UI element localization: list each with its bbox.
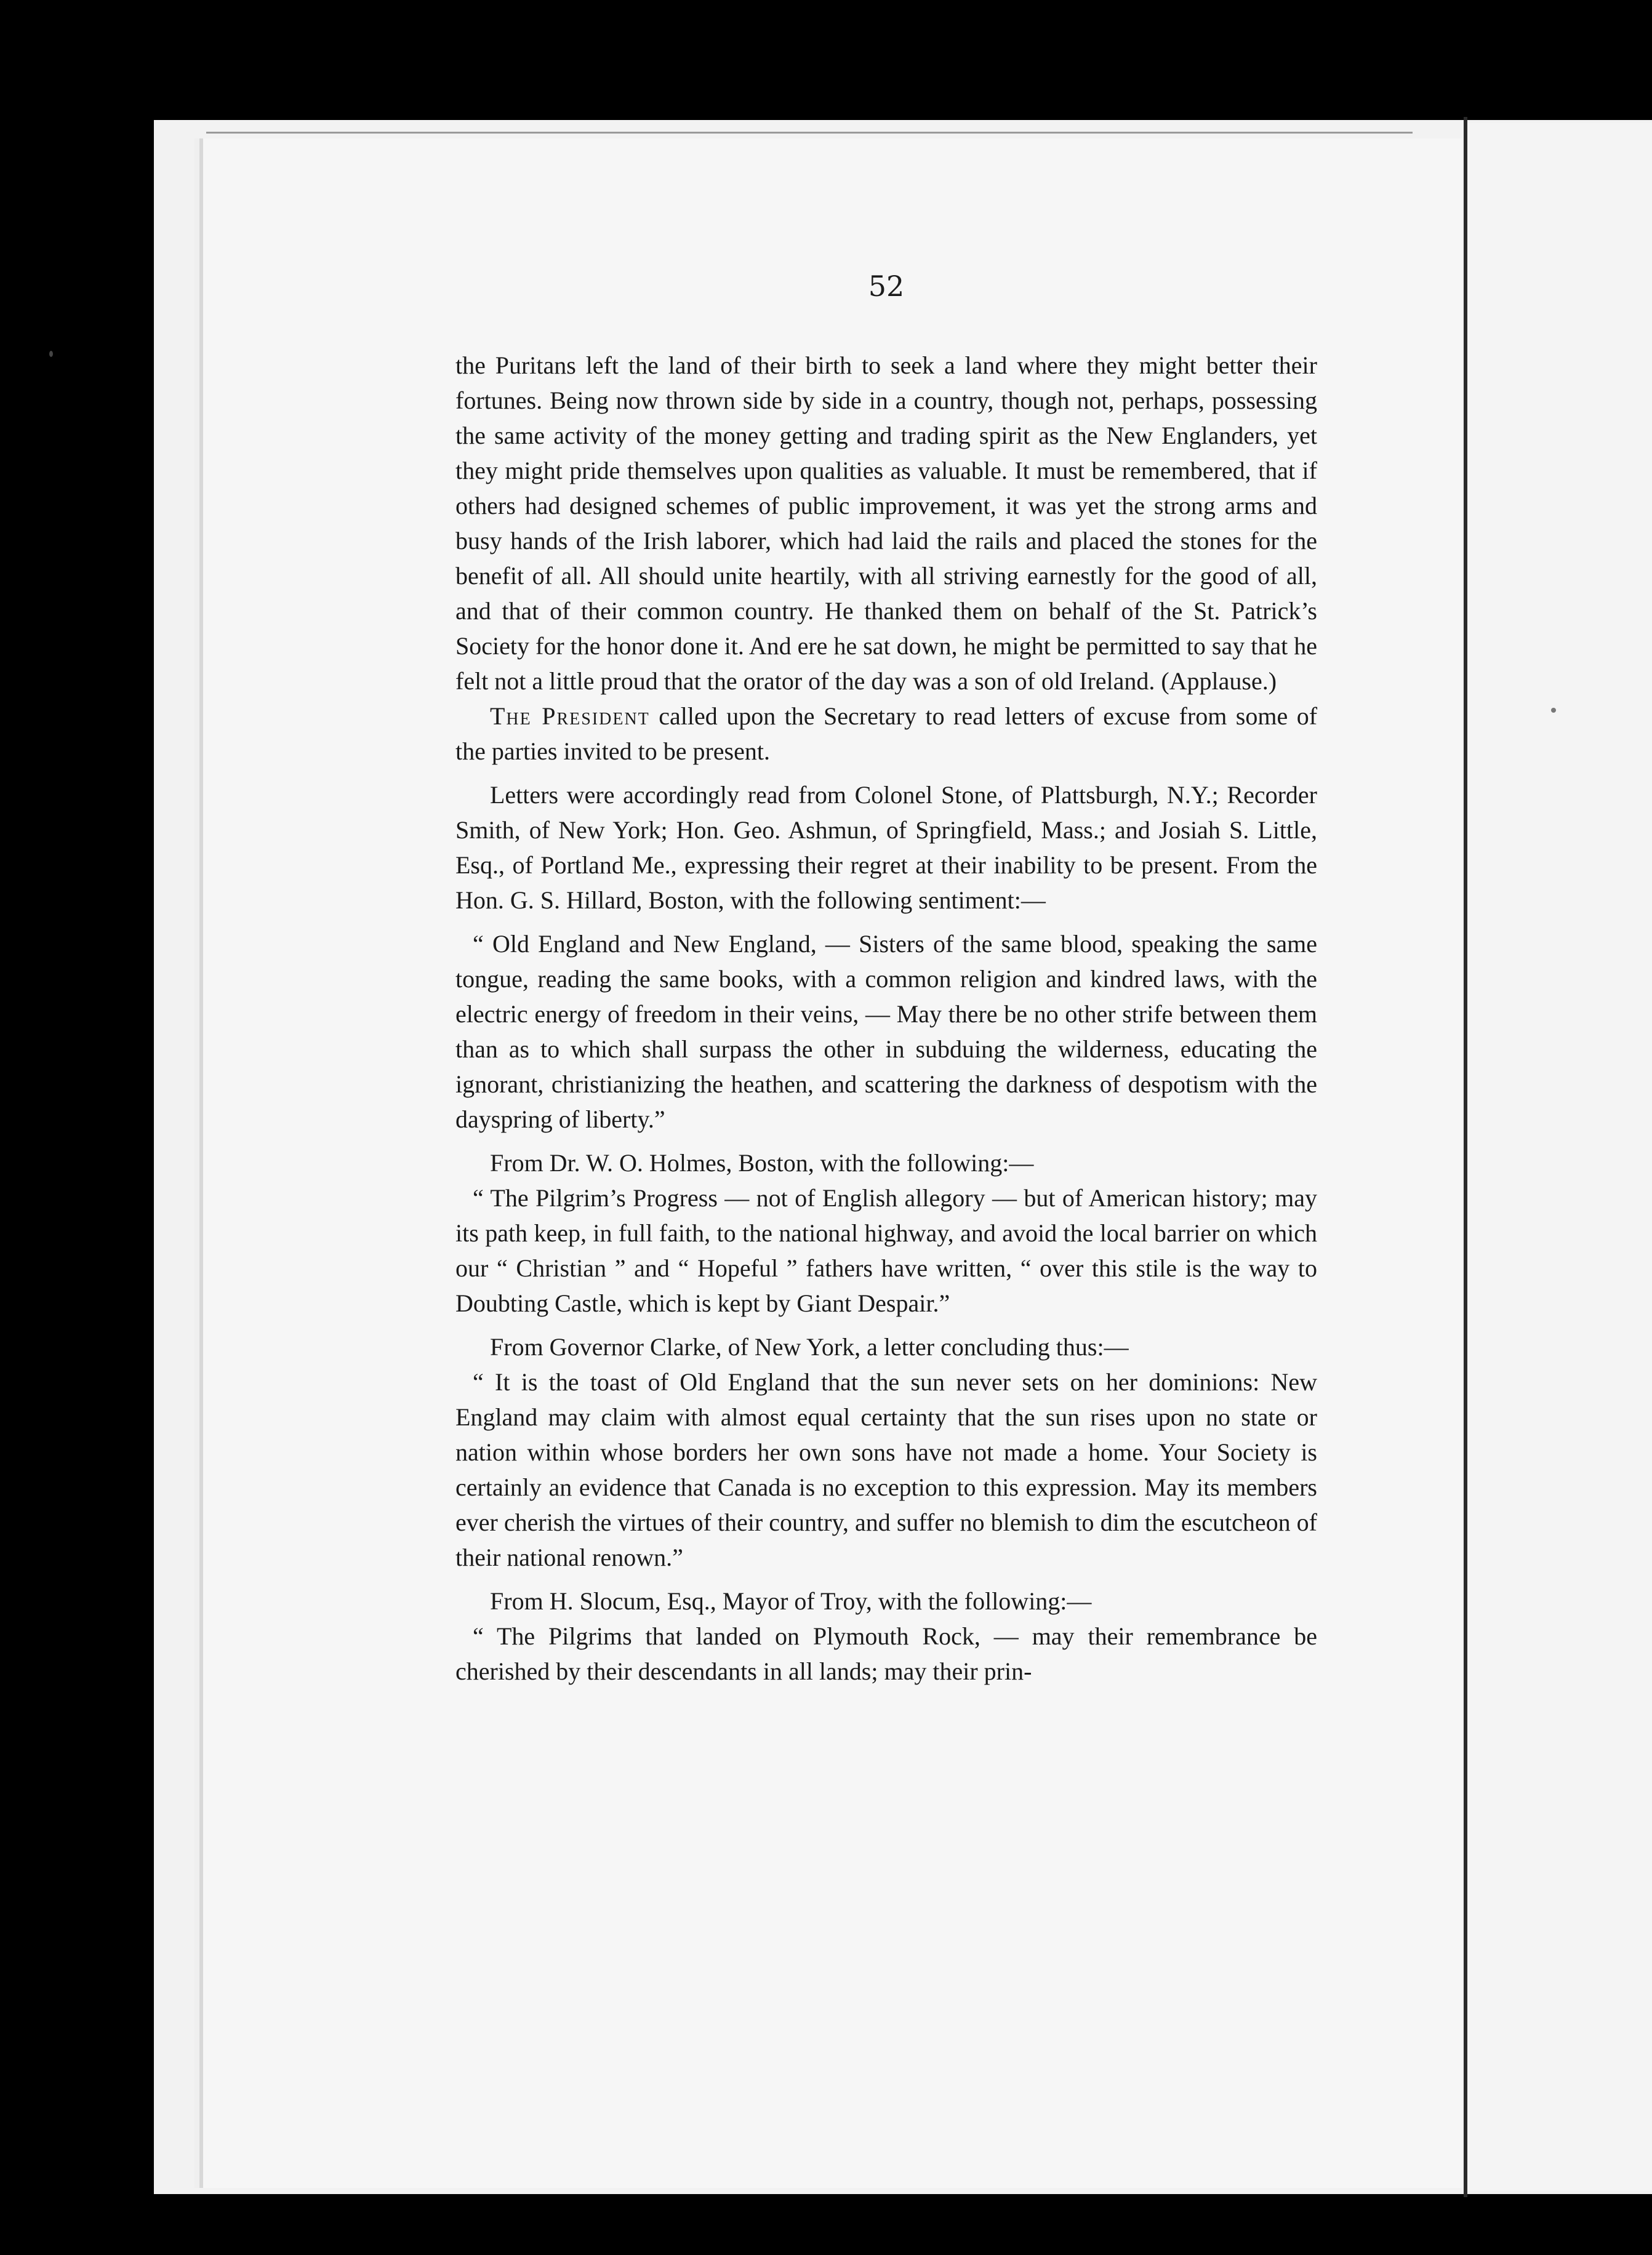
dust-speck (49, 351, 53, 357)
paragraph: From Governor Clarke, of New York, a letter concluding thus:— (490, 1333, 1129, 1361)
paragraph (455, 699, 1317, 769)
dust-speck (1551, 708, 1556, 713)
paragraph: Letters were accordingly read from Colonel Stone, of Plattsburgh, N.Y.; Recorder Smith, of New York; Hon. Geo. Ashmun, of Springfield, Mass.; and Josiah S. Little, Esq., of Portland Me., expressing their regret at their inability to be present. From the Hon. G. S. Hillard, Boston, with the following sentiment:— (455, 781, 1317, 914)
paragraph: From Dr. W. O. Holmes, Boston, with the following:— (490, 1149, 1034, 1177)
page-top-edge (206, 132, 1413, 134)
quoted-sentiment: “ It is the toast of Old England that the sun never sets on her dominions: New England may claim with almost equal certainty that the sun rises upon no state or nation within whose borders her own sons have not made a home. Your Society is certainly an evidence that Canada is no exception to this expression. May its members ever cherish the virtues of their country, and suffer no blemish to dim the escutcheon of their national renown.” (455, 1368, 1317, 1571)
paragraph: From H. Slocum, Esq., Mayor of Troy, with the following:— (490, 1587, 1092, 1615)
speaker-name: The President (490, 702, 650, 730)
quoted-sentiment: “ The Pilgrim’s Progress — not of English allegory — but of American history; may its path keep, in full faith, to the national highway, and avoid the local barrier on which our “ Christian ” and “ Hopeful ” fathers have written, “ over this stile is the way to Doubting Castle, which is kept by Giant Despair.” (455, 1184, 1317, 1317)
paragraph: the Puritans left the land of their birth to seek a land where they might better their fortunes. Being now thrown side by side in a country, though not, perhaps, possessing the same activity of the money getting and trading spirit as the New Englanders, yet they might pride themselves upon qualities as valuable. It must be remembered, that if others had designed schemes of public improvement, it was yet the strong arms and busy hands of the Irish laborer, which had laid the rails and placed the stones for the benefit of all. All should unite heartily, with all striving earnestly for the good of all, and that of their common country. He thanked them on behalf of the St. Patrick’s Society for the honor done it. And ere he sat down, he might be permitted to say that he felt not a little proud that the orator of the day was a son of old Ireland. (Applause.) (455, 351, 1317, 695)
page-body (455, 348, 1317, 1689)
quoted-sentiment: “ The Pilgrims that landed on Plymouth Rock, — may their remembrance be cherished by their descendants in all lands; may their prin- (455, 1622, 1317, 1685)
page-fold (1464, 117, 1467, 2197)
quoted-sentiment: “ Old England and New England, — Sisters of the same blood, speaking the same tongue, reading the same books, with a common religion and kindred laws, with the electric energy of freedom in their veins, — May there be no other strife between them than as to which shall surpass the other in subduing the wilderness, educating the ignorant, christianizing the heathen, and scattering the darkness of despotism with the dayspring of liberty.” (455, 930, 1317, 1133)
page-number: 52 (868, 270, 905, 303)
paragraph-text: called upon the Secretary to read letters of excuse from some of the parties invited to be present. (455, 702, 1318, 765)
facing-page-edge (1467, 123, 1652, 2191)
